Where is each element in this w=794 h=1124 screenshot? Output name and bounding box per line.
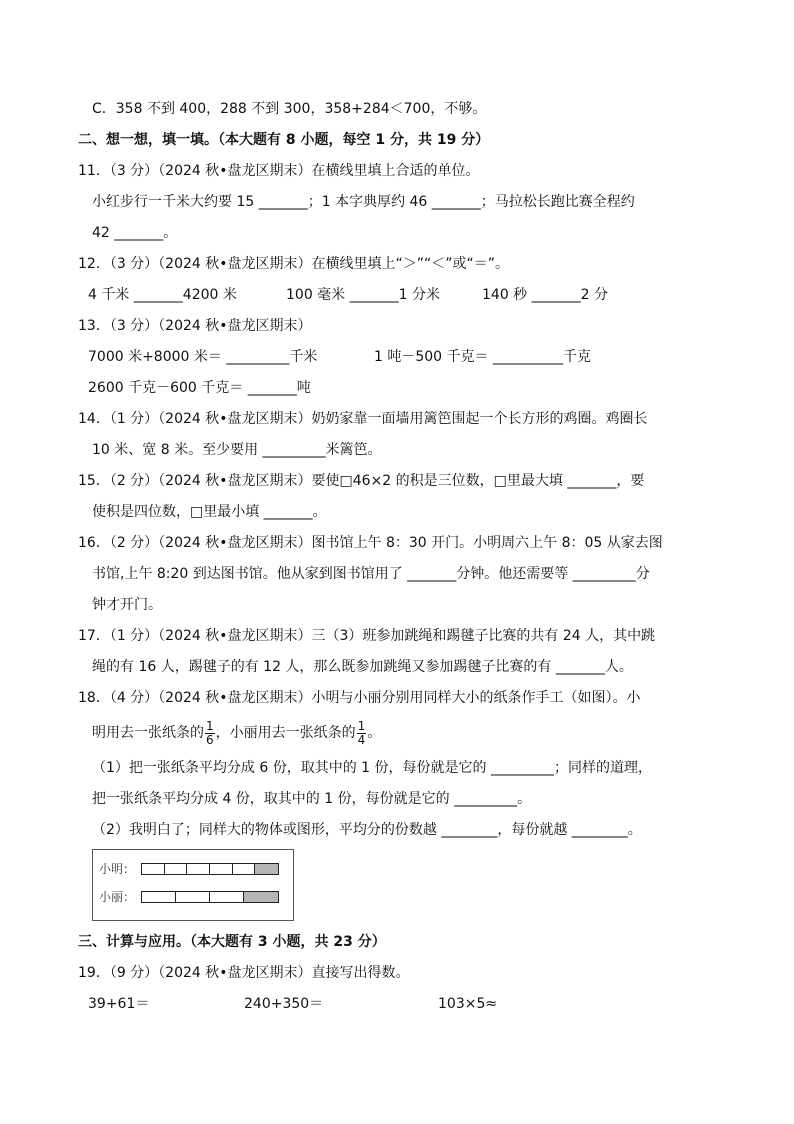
xiaoli-strip-part xyxy=(176,892,210,902)
section-2-heading: 二、想一想，填一填。（本大题有 8 小题，每空 1 分，共 19 分） xyxy=(78,132,490,148)
q18-stem: 18．（4 分）（2024 秋•盘龙区期末）小明与小丽分别用同样大小的纸条作手工（如图）。小 xyxy=(78,690,641,706)
q18-text-a: 明用去一张纸条的 xyxy=(92,725,204,741)
fraction-one-sixth: $\frac{1}{6}$ xyxy=(206,718,214,747)
q19-stem: 19．（9 分）（2024 秋•盘龙区期末）直接写出得数。 xyxy=(78,965,410,981)
q18-text-c: 。 xyxy=(367,725,382,741)
xiaoming-strip-part xyxy=(142,864,165,874)
q15-line-2: 使积是四位数，□里最小填 _______。 xyxy=(92,504,327,520)
q18-part-2: （2）我明白了；同样大的物体或图形，平均分的份数越 ________，每份就越 ________。 xyxy=(92,822,642,838)
xiaoming-strip-part xyxy=(210,864,233,874)
xiaoli-strip xyxy=(141,891,279,903)
q12-item-2: 100 毫米 _______1 分米 xyxy=(286,287,440,303)
q13-item-1: 7000 米+8000 米＝ _________千米 xyxy=(88,349,318,365)
q11-line-2: 42 _______。 xyxy=(92,225,178,241)
xiaoming-strip-part xyxy=(165,864,188,874)
section-3-heading: 三、计算与应用。（本大题有 3 小题，共 23 分） xyxy=(78,934,386,950)
q19-item-3: 103×5≈ xyxy=(438,996,498,1012)
q12-item-1: 4 千米 _______4200 米 xyxy=(88,287,237,303)
q18-part-1: （1）把一张纸条平均分成 6 份，取其中的 1 份，每份就是它的 _________；同样的道理， xyxy=(92,760,652,776)
q19-item-1: 39+61＝ xyxy=(88,996,150,1012)
q16-stem: 16．（2 分）（2024 秋•盘龙区期末）图书馆上午 8：30 开门。小明周六上午 8：05 从家去图 xyxy=(78,535,663,551)
xiaoming-strip-part xyxy=(255,864,278,874)
q18-text-b: ，小丽用去一张纸条的 xyxy=(215,725,356,741)
xiaoli-strip-part xyxy=(142,892,176,902)
xiaoming-strip-part xyxy=(233,864,256,874)
q16-line-2: 书馆,上午 8:20 到达图书馆。他从家到图书馆用了 _______分钟。他还需要等 _________分 xyxy=(92,566,650,582)
q12-item-3: 140 秒 _______2 分 xyxy=(482,287,608,303)
q19-item-2: 240+350＝ xyxy=(244,996,324,1012)
paper-strip-figure xyxy=(92,849,294,921)
q13-item-2: 1 吨－500 千克＝ __________千克 xyxy=(374,349,591,365)
q14-stem: 14．（1 分）（2024 秋•盘龙区期末）奶奶家靠一面墙用篱笆围起一个长方形的鸡圈。鸡圈长 xyxy=(78,411,648,427)
xiaoli-strip-part xyxy=(210,892,244,902)
xiaoming-strip xyxy=(141,863,279,875)
q18-part-1-cont: 把一张纸条平均分成 4 份，取其中的 1 份，每份就是它的 _________。 xyxy=(92,791,532,807)
q11-line-1: 小红步行一千米大约要 15 _______；1 本字典厚约 46 _______；马拉松长跑比赛全程约 xyxy=(92,194,635,210)
q13-stem: 13．（3 分）（2024 秋•盘龙区期末） xyxy=(78,318,312,334)
q18-line-2 xyxy=(92,717,381,749)
q16-line-3: 钟才开门。 xyxy=(92,597,162,613)
xiaoming-strip-part xyxy=(187,864,210,874)
q17-stem: 17．（1 分）（2024 秋•盘龙区期末）三（3）班参加跳绳和踢毽子比赛的共有 24 人，其中跳 xyxy=(78,628,656,644)
q17-line-2: 绳的有 16 人，踢毽子的有 12 人，那么既参加跳绳又参加踢毽子比赛的有 _______人。 xyxy=(92,659,633,675)
q11-stem: 11．（3 分）（2024 秋•盘龙区期末）在横线里填上合适的单位。 xyxy=(78,163,480,179)
q15-stem: 15．（2 分）（2024 秋•盘龙区期末）要使□46×2 的积是三位数，□里最大填 _______，要 xyxy=(78,473,645,489)
q10-option-c: C．358 不到 400，288 不到 300，358+284＜700，不够。 xyxy=(92,101,487,117)
q12-stem: 12．（3 分）（2024 秋•盘龙区期末）在横线里填上“＞”“＜”或“＝”。 xyxy=(78,256,510,272)
q14-line-2: 10 米、宽 8 米。至少要用 _________米篱笆。 xyxy=(92,442,382,458)
q13-item-3: 2600 千克－600 千克＝ _______吨 xyxy=(88,380,311,396)
xiaoli-label: 小丽： xyxy=(99,890,136,904)
fraction-one-fourth: $\frac{1}{4}$ xyxy=(357,718,366,747)
xiaoming-label: 小明： xyxy=(99,862,136,876)
xiaoli-strip-part xyxy=(244,892,278,902)
